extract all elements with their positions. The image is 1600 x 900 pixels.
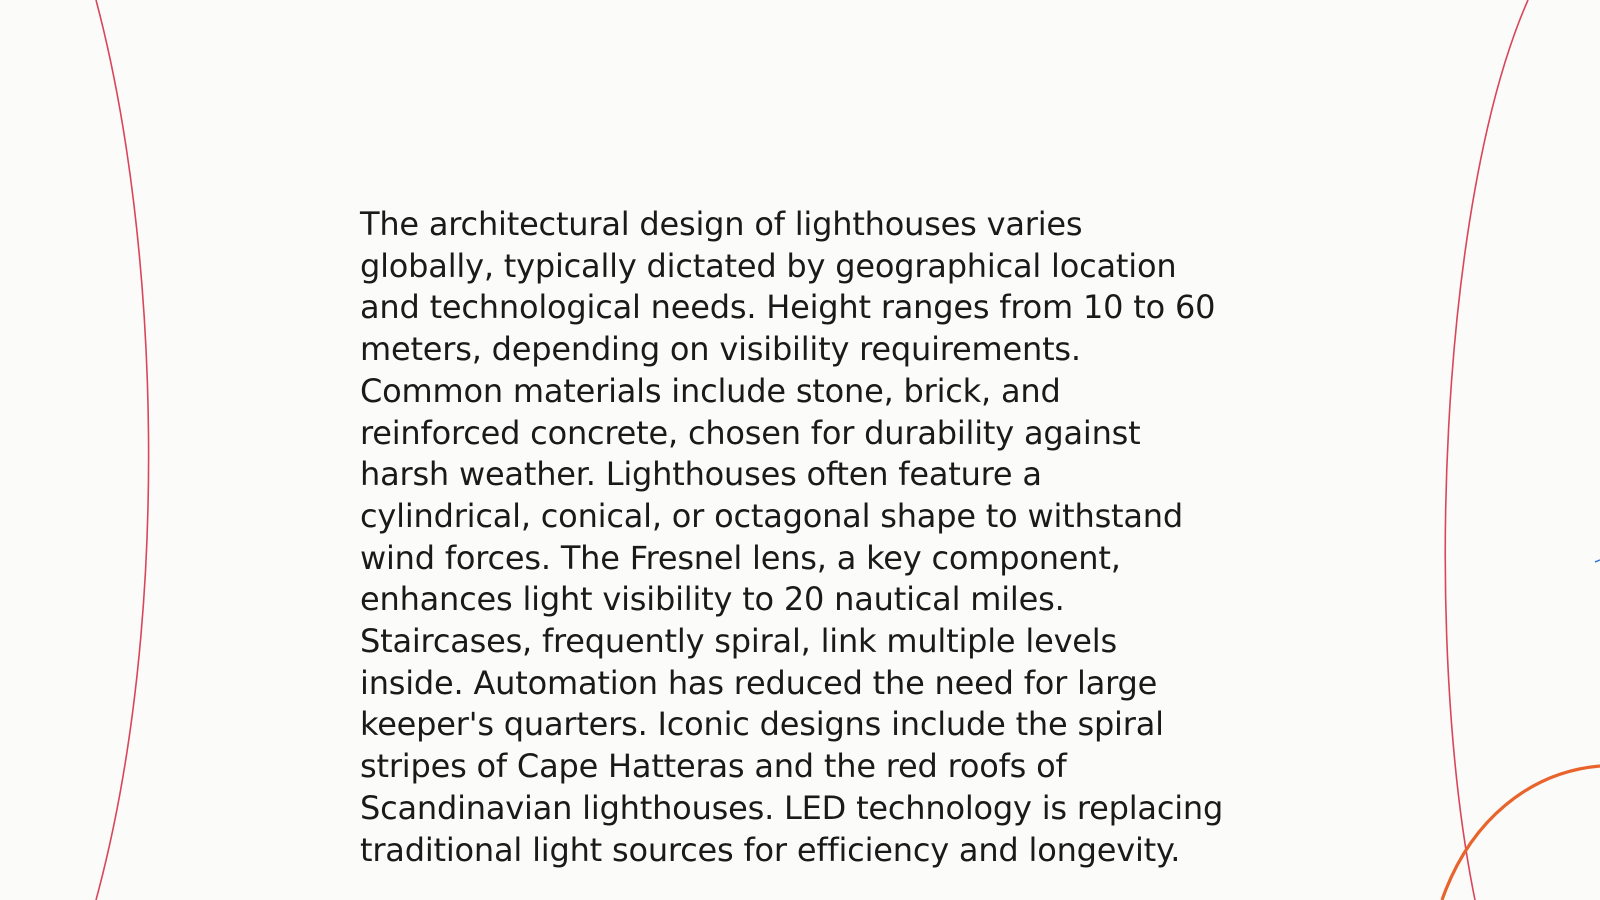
bottom-right-arc <box>1442 766 1600 900</box>
right-edge-mark <box>1595 560 1600 562</box>
right-curve-line <box>1445 0 1528 900</box>
left-curve-line <box>96 0 149 900</box>
body-paragraph: The architectural design of lighthouses varies globally, typically dictated by geographical location and technological needs. Height ranges from 10 to 60 meters, depending on visibility requirements. Common materials include stone, brick, and reinforced concrete, chosen for durability against harsh weather. Lighthouses often feature a cylindrical, conical, or octagonal shape to withstand wind forces. The Fresnel lens, a key component, enhances light visibility to 20 nautical miles. Staircases, frequently spiral, link multiple levels inside. Automation has reduced the need for large keeper's quarters. Iconic designs include the spiral stripes of Cape Hatteras and the red roofs of Scandinavian lighthouses. LED technology is replacing traditional light sources for efficiency and longevity. <box>360 205 1224 869</box>
